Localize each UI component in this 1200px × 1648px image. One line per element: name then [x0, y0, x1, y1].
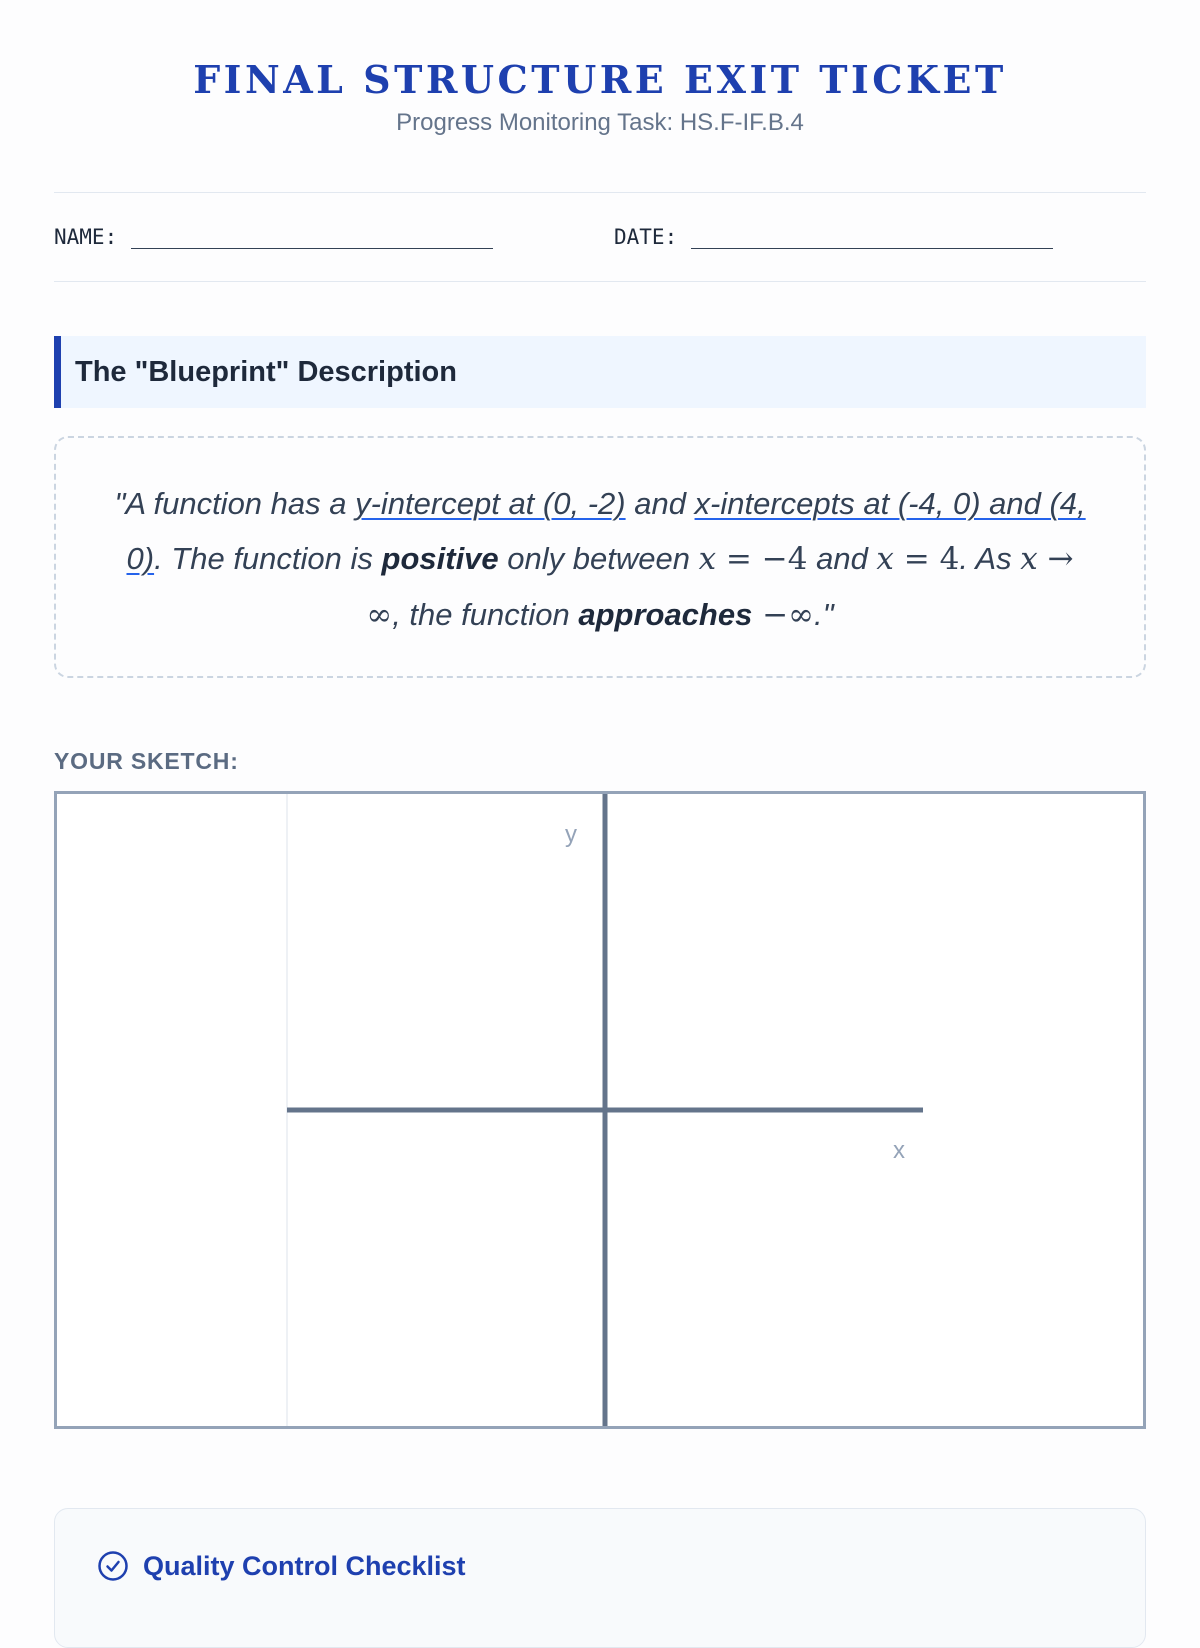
blueprint-and-1: and: [625, 486, 695, 521]
blueprint-and-2: and: [807, 541, 877, 576]
page-title: FINAL STRUCTURE EXIT TICKET: [193, 57, 1007, 102]
quality-checklist: [54, 1508, 1146, 1648]
math-x-eq-neg4: [699, 541, 808, 577]
math-var-x-1: x: [698, 541, 717, 577]
check-circle-icon: [97, 1550, 129, 1582]
math-x-eq-4: [876, 541, 959, 577]
x-intercepts-phrase: x-intercepts at (-4, 0) and (4, 0): [126, 486, 1086, 576]
positive-keyword: positive: [381, 541, 499, 576]
sketch-area[interactable]: [54, 791, 1146, 1429]
blueprint-text-open: "A function has a: [114, 486, 356, 521]
approaches-keyword: approaches: [578, 597, 753, 632]
math-eq-4: = 4: [893, 541, 960, 577]
date-field: [614, 225, 1053, 249]
date-label: DATE:: [614, 225, 678, 249]
blueprint-the-function: , the function: [392, 597, 579, 632]
blueprint-section-heading: The "Blueprint" Description: [54, 336, 1146, 408]
y-intercept-phrase: y-intercept at (0, -2): [355, 486, 626, 521]
name-input-line[interactable]: [131, 226, 493, 249]
math-var-x-2: x: [876, 541, 894, 577]
blueprint-only-between: only between: [498, 541, 699, 576]
math-to-inf: → ∞: [366, 541, 1074, 633]
sketch-axes: [57, 794, 1143, 1426]
math-neg-inf: −∞: [752, 597, 814, 633]
y-axis-label: y: [565, 821, 577, 848]
date-input-line[interactable]: [691, 226, 1053, 249]
blueprint-description: [54, 436, 1146, 678]
x-axis-label: x: [893, 1137, 905, 1164]
sketch-label: YOUR SKETCH:: [54, 748, 239, 774]
blueprint-as-text: . As: [959, 541, 1021, 576]
name-field: [54, 225, 614, 249]
checklist-title: Quality Control Checklist: [143, 1551, 466, 1581]
blueprint-text-mid: . The function is: [154, 541, 382, 576]
math-eq-neg4: = −4: [716, 541, 808, 577]
page-subtitle: Progress Monitoring Task: HS.F-IF.B.4: [396, 109, 804, 136]
blueprint-close: .": [814, 597, 834, 632]
name-label: NAME:: [54, 225, 118, 249]
math-var-x-3: x: [1020, 541, 1038, 577]
worksheet-header: [54, 0, 1146, 138]
student-info-row: [54, 192, 1146, 282]
